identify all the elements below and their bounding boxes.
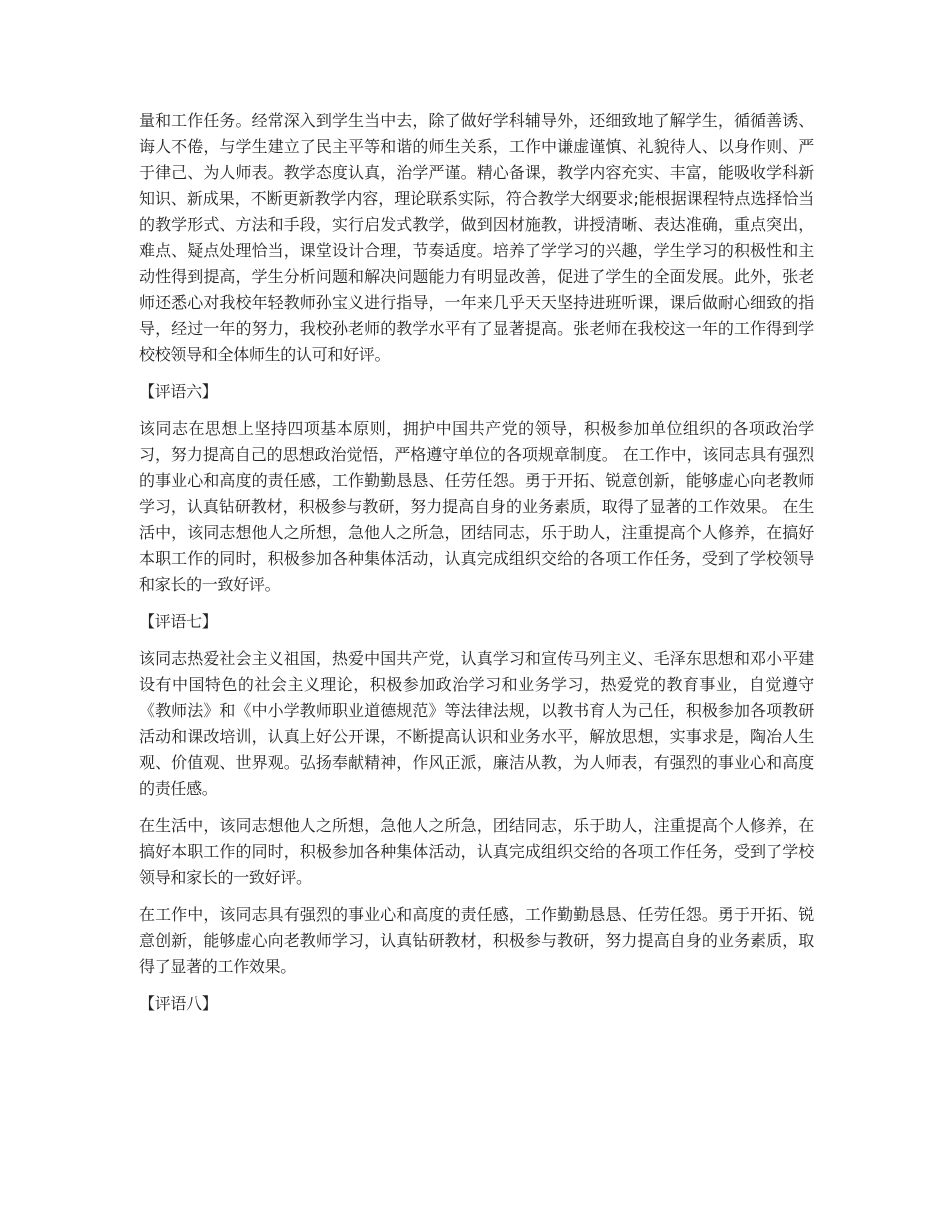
paragraph-comment-7-a: 该同志热爱社会主义祖国，热爱中国共产党，认真学习和宣传马列主义、毛泽东思想和邓小平建设有中国特色的社会主义理论，积极参加政治学习和业务学习，热爱党的教育事业，自觉遵守《教师法》和《中小学教师职业道德规范》等法律法规，以教书育人为己任，积极参加各项教研活动和课改培训，认真上好公开课，不断提高认识和业务水平，解放思想，实事求是，陶冶人生观、价值观、世界观。弘扬奉献精神，作风正派，廉洁从教，为人师表，有强烈的事业心和高度的责任感。 [139, 649, 814, 798]
heading-comment-7: 【评语七】 [139, 612, 218, 631]
heading-comment-6: 【评语六】 [139, 382, 218, 401]
heading-comment-8: 【评语八】 [139, 994, 218, 1013]
document-page [139, 108, 814, 1028]
paragraph-comment-7-b: 在生活中，该同志想他人之所想，急他人之所急，团结同志，乐于助人，注重提高个人修养，在搞好本职工作的同时，积极参加各种集体活动，认真完成组织交给的各项工作任务，受到了学校领导和家长的一致好评。 [139, 816, 814, 887]
paragraph-comment-6: 该同志在思想上坚持四项基本原则，拥护中国共产党的领导，积极参加单位组织的各项政治学习，努力提高自己的思想政治觉悟，严格遵守单位的各项规章制度。 在工作中，该同志具有强烈的事业心和高度的责任感，工作勤勤恳恳、任劳任怨。勇于开拓、锐意创新，能够虚心向老教师学习，认真钻研教材，积极参与教研，努力提高自身的业务素质，取得了显著的工作效果。 在生活中，该同志想他人之所想，急他人之所急，团结同志，乐于助人，注重提高个人修养，在搞好本职工作的同时，积极参加各种集体活动，认真完成组织交给的各项工作任务，受到了学校领导和家长的一致好评。 [139, 419, 814, 594]
paragraph-comment-7-c: 在工作中，该同志具有强烈的事业心和高度的责任感，工作勤勤恳恳、任劳任怨。勇于开拓、锐意创新，能够虚心向老教师学习，认真钻研教材，积极参与教研，努力提高自身的业务素质，取得了显著的工作效果。 [139, 905, 814, 976]
paragraph-5-continued: 量和工作任务。经常深入到学生当中去，除了做好学科辅导外，还细致地了解学生，循循善诱、诲人不倦，与学生建立了民主平等和谐的师生关系，工作中谦虚谨慎、礼貌待人、以身作则、严于律己、为人师表。教学态度认真，治学严谨。精心备课，教学内容充实、丰富，能吸收学科新知识、新成果，不断更新教学内容，理论联系实际，符合教学大纲要求;能根据课程特点选择恰当的教学形式、方法和手段，实行启发式教学，做到因材施教，讲授清晰、表达准确，重点突出，难点、疑点处理恰当，课堂设计合理，节奏适度。培养了学学习的兴趣，学生学习的积极性和主动性得到提高，学生分析问题和解决问题能力有明显改善，促进了学生的全面发展。此外，张老师还悉心对我校年轻教师孙宝义进行指导，一年来几乎天天坚持进班听课，课后做耐心细致的指导，经过一年的努力，我校孙老师的教学水平有了显著提高。张老师在我校这一年的工作得到学校校领导和全体师生的认可和好评。 [139, 111, 814, 364]
